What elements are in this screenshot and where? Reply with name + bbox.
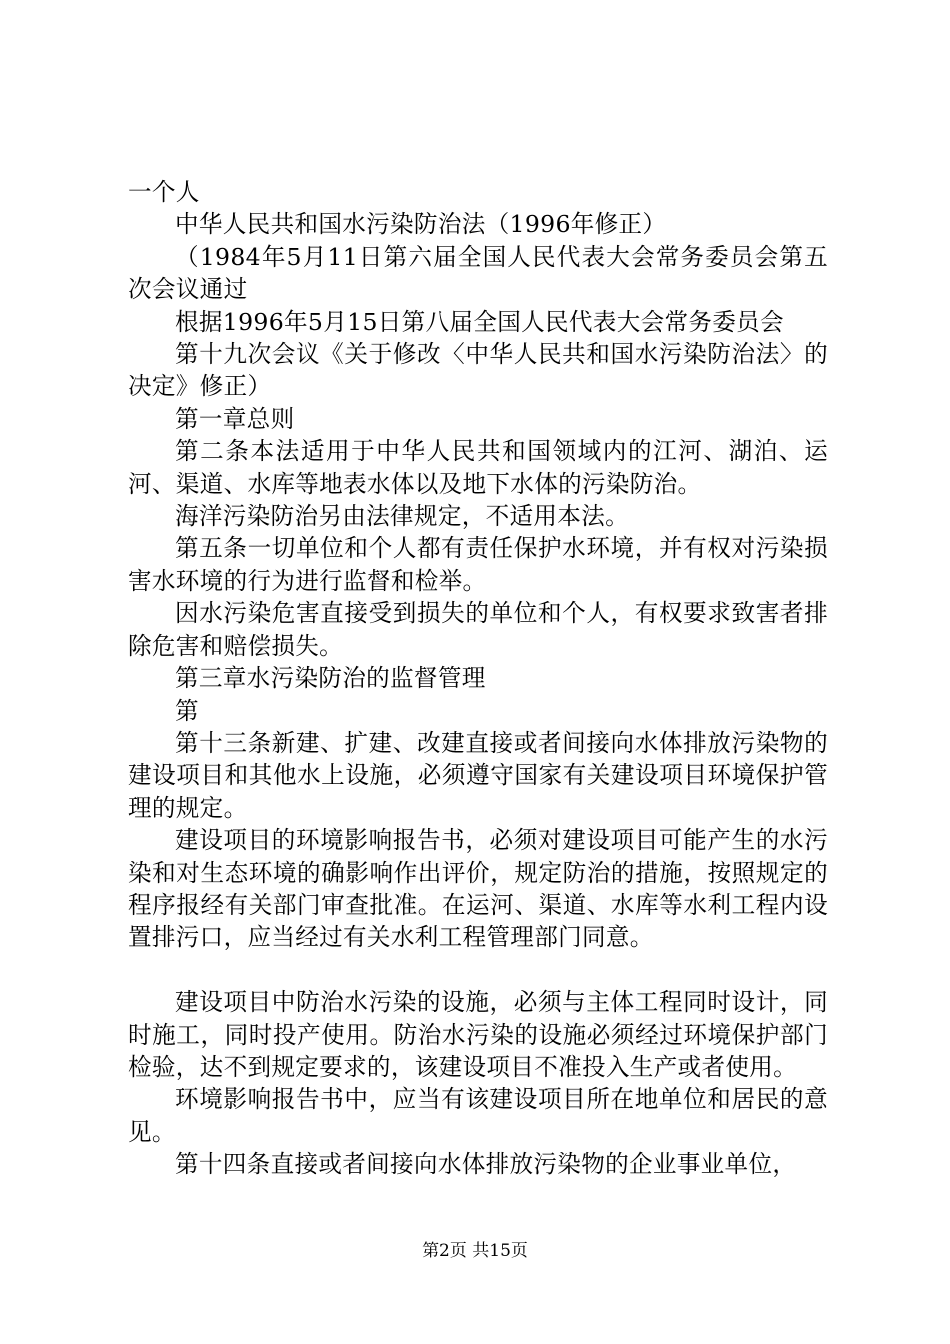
blank-line [128, 954, 828, 986]
chapter-heading: 第三章水污染防治的监督管理 [175, 664, 486, 693]
chapter-heading: 第一章总则 [175, 404, 295, 433]
paragraph: 第十三条新建、扩建、改建直接或者间接向水体排放污染物的建设项目和其他水上设施，必须遵守国家有关建设项目环境保护管理的规定。 [128, 728, 828, 822]
paragraph: 根据1996年5月15日第八届全国人民代表大会常务委员会 [175, 307, 784, 336]
paragraph: 第 [175, 696, 199, 725]
paragraph: 第十四条直接或者间接向水体排放污染物的企业事业单位， [175, 1150, 797, 1179]
paragraph: 第二条本法适用于中华人民共和国领域内的江河、湖泊、运河、渠道、水库等地表水体以及地下水体的污染防治。 [128, 437, 828, 498]
document-title: 中华人民共和国水污染防治法（1996年修正） [175, 210, 667, 239]
paragraph: 第十九次会议《关于修改〈中华人民共和国水污染防治法〉的决定》修正） [128, 340, 828, 401]
paragraph: 建设项目中防治水污染的设施，必须与主体工程同时设计，同时施工，同时投产使用。防治水污染的设施必须经过环境保护部门检验，达不到规定要求的，该建设项目不准投入生产或者使用。 [128, 988, 828, 1081]
paragraph: （1984年5月11日第六届全国人民代表大会常务委员会第五次会议通过 [128, 242, 828, 304]
paragraph: 海洋污染防治另由法律规定，不适用本法。 [175, 502, 629, 531]
paragraph: 因水污染危害直接受到损失的单位和个人，有权要求致害者排除危害和赔偿损失。 [128, 599, 828, 660]
paragraph: 第五条一切单位和个人都有责任保护水环境，并有权对污染损害水环境的行为进行监督和检举。 [128, 534, 828, 595]
page-number-label: 第2页 共15页 [422, 1241, 528, 1261]
paragraph: 建设项目的环境影响报告书，必须对建设项目可能产生的水污染和对生态环境的确影响作出评价，规定防治的措施，按照规定的程序报经有关部门审查批准。在运河、渠道、水库等水利工程内设置排污口，应当经过有关水利工程管理部门同意。 [128, 826, 828, 952]
paragraph: 环境影响报告书中，应当有该建设项目所在地单位和居民的意见。 [128, 1085, 828, 1146]
document-body [128, 176, 828, 1181]
paragraph: 一个人 [128, 178, 200, 206]
page-footer [0, 1240, 950, 1262]
